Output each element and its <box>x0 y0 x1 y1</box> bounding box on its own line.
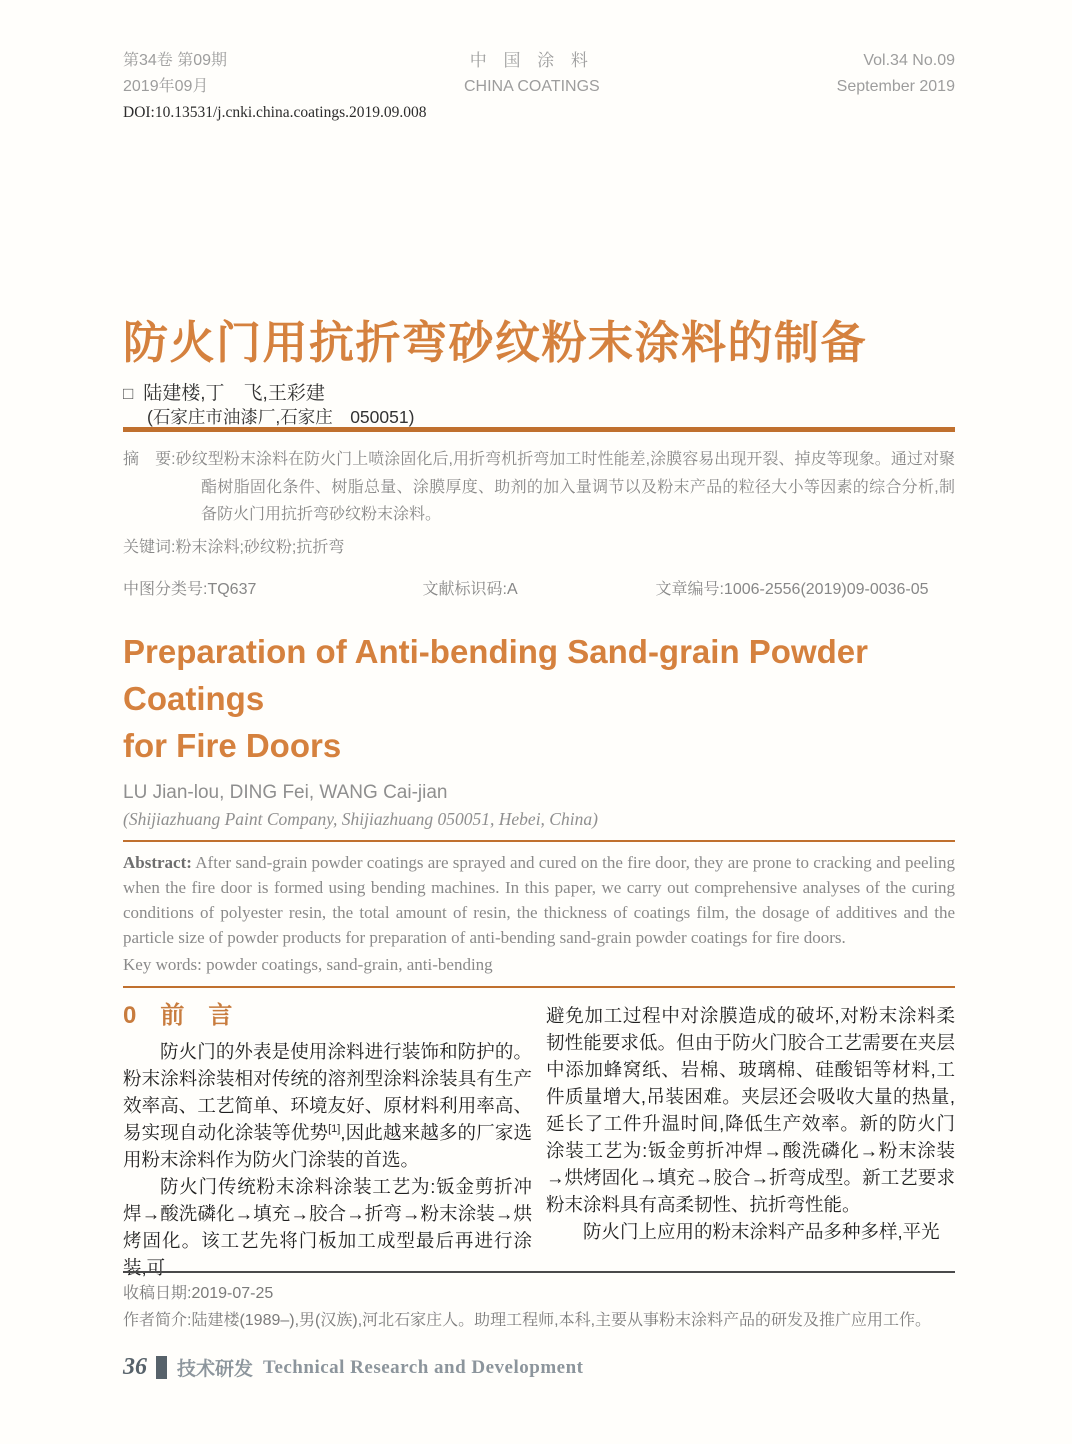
volume-issue-en: Vol.34 No.09 <box>863 52 955 69</box>
header-left <box>123 48 227 100</box>
section-heading-0: 0 前 言 <box>123 1002 233 1029</box>
footnote-block <box>123 1271 955 1334</box>
date-cn: 2019年09月 <box>123 78 209 95</box>
header-center <box>464 48 600 100</box>
keywords-en <box>123 952 955 977</box>
title-en-line1: Preparation of Anti-bending Sand-grain Powder Coatings <box>123 633 868 717</box>
authors-cn <box>123 378 955 405</box>
left-column <box>123 1002 532 1281</box>
page-number: 36 <box>123 1354 147 1380</box>
journal-name-en: CHINA COATINGS <box>464 78 600 95</box>
abstract-cn <box>123 446 955 529</box>
author-names-cn: 陆建楼,丁 飞,王彩建 <box>143 383 325 404</box>
intro-paragraph-2: 防火门传统粉末涂料涂装工艺为:钣金剪折冲焊→酸洗磷化→填充→胶合→折弯→粉末涂装→烘烤固化。该工艺先将门板加工成型最后再进行涂装,可 <box>123 1176 532 1278</box>
classification-row <box>123 576 955 604</box>
keywords-en-label: Key words: <box>123 955 202 974</box>
abstract-cn-label: 摘 要: <box>123 451 176 468</box>
article-title-cn: 防火门用抗折弯砂纹粉末涂料的制备 <box>123 317 868 368</box>
volume-issue-cn: 第34卷 第09期 <box>123 52 228 69</box>
affiliation-en: (Shijiazhuang Paint Company, Shijiazhuang 050051, Hebei, China) <box>123 809 598 829</box>
author-bio-line: 作者简介:陆建楼(1989–),男(汉族),河北石家庄人。助理工程师,本科,主要从事粉末涂料产品的研发及推广应用工作。 <box>123 1312 932 1329</box>
title-en-line2: for Fire Doors <box>123 727 342 764</box>
article-body <box>123 1002 955 1281</box>
received-date-line: 收稿日期:2019-07-25 <box>123 1285 274 1302</box>
date-en: September 2019 <box>836 78 955 95</box>
intro-paragraph-2-continued: 避免加工过程中对涂膜造成的破坏,对粉末涂料柔韧性能要求低。但由于防火门胶合工艺需要在夹层中添加蜂窝纸、岩棉、玻璃棉、硅酸铝等材料,工件质量增大,吊装困难。夹层还会吸收大量的热量,延长了工件升温时间,降低生产效率。新的防火门涂装工艺为:钣金剪折冲焊→酸洗磷化→粉末涂装→烘烤固化→填充→胶合→折弯成型。新工艺要求粉末涂料具有高柔韧性、抗折弯性能。 <box>546 1005 955 1215</box>
keywords-cn-label: 关键词: <box>123 538 176 556</box>
doi-line: DOI:10.13531/j.cnki.china.coatings.2019.09.008 <box>123 104 427 121</box>
orange-rule-thin-top <box>123 840 955 842</box>
abstract-cn-block <box>123 446 955 604</box>
author-marker-icon: □ <box>123 384 134 403</box>
keywords-en-text: powder coatings, sand-grain, anti-bending <box>201 955 493 974</box>
journal-header <box>123 48 955 100</box>
orange-rule-thin-bottom <box>123 986 955 988</box>
page-footer <box>123 1354 955 1381</box>
abstract-en-text: After sand-grain powder coatings are sprayed and cured on the fire door, they are prone to cracking and peeling when the fire door is formed using bending machines. In this paper, we carry out comprehensive analyses of the curing conditions of polyester resin, the total amount of resin, the thickness of coatings film, the dosage of additives and the particle size of powder products for preparation of anti-bending sand-grain powder coatings for fire doors. <box>123 853 955 947</box>
intro-paragraph-3: 防火门上应用的粉末涂料产品多种多样,平光 <box>583 1221 940 1242</box>
english-block <box>123 628 955 988</box>
authors-en: LU Jian-lou, DING Fei, WANG Cai-jian <box>123 782 448 803</box>
keywords-cn-text: 粉末涂料;砂纹粉;抗折弯 <box>175 538 345 556</box>
abstract-cn-text: 砂纹型粉末涂料在防火门上喷涂固化后,用折弯机折弯加工时性能差,涂膜容易出现开裂、掉皮等现象。通过对聚酯树脂固化条件、树脂总量、涂膜厚度、助剂的加入量调节以及粉末产品的粒径大小等因素的综合分析,制备防火门用抗折弯砂纹粉末涂料。 <box>175 451 955 523</box>
article-id: 文章编号:1006-2556(2019)09-0036-05 <box>655 581 929 598</box>
right-column <box>546 1002 955 1281</box>
header-right <box>837 48 955 100</box>
article-title-en <box>123 628 955 769</box>
footer-divider-bar <box>156 1356 167 1379</box>
document-code: 文献标识码:A <box>422 581 518 598</box>
footer-section-cn: 技术研发 <box>177 1359 254 1380</box>
footer-section-en: Technical Research and Development <box>263 1356 584 1378</box>
citation-ref-1: [1] <box>328 1122 341 1135</box>
keywords-cn <box>123 534 955 562</box>
abstract-en <box>123 850 955 950</box>
intro-paragraph-1: 防火门的外表是使用涂料进行装饰和防护的。粉末涂料涂装相对传统的溶剂型涂料涂装具有生产效率高、工艺简单、环境友好、原材料利用率高、易实现自动化涂装等优势[1],因此越来越多的厂家选用粉末涂料作为防火门涂装的首选。 <box>123 1041 532 1170</box>
clc-number: 中图分类号:TQ637 <box>123 581 257 598</box>
abstract-en-label: Abstract: <box>123 853 192 872</box>
orange-rule-thick <box>123 427 955 432</box>
affiliation-cn: (石家庄市油漆厂,石家庄 050051) <box>147 407 415 427</box>
journal-name-cn: 中 国 涂 料 <box>469 51 594 70</box>
